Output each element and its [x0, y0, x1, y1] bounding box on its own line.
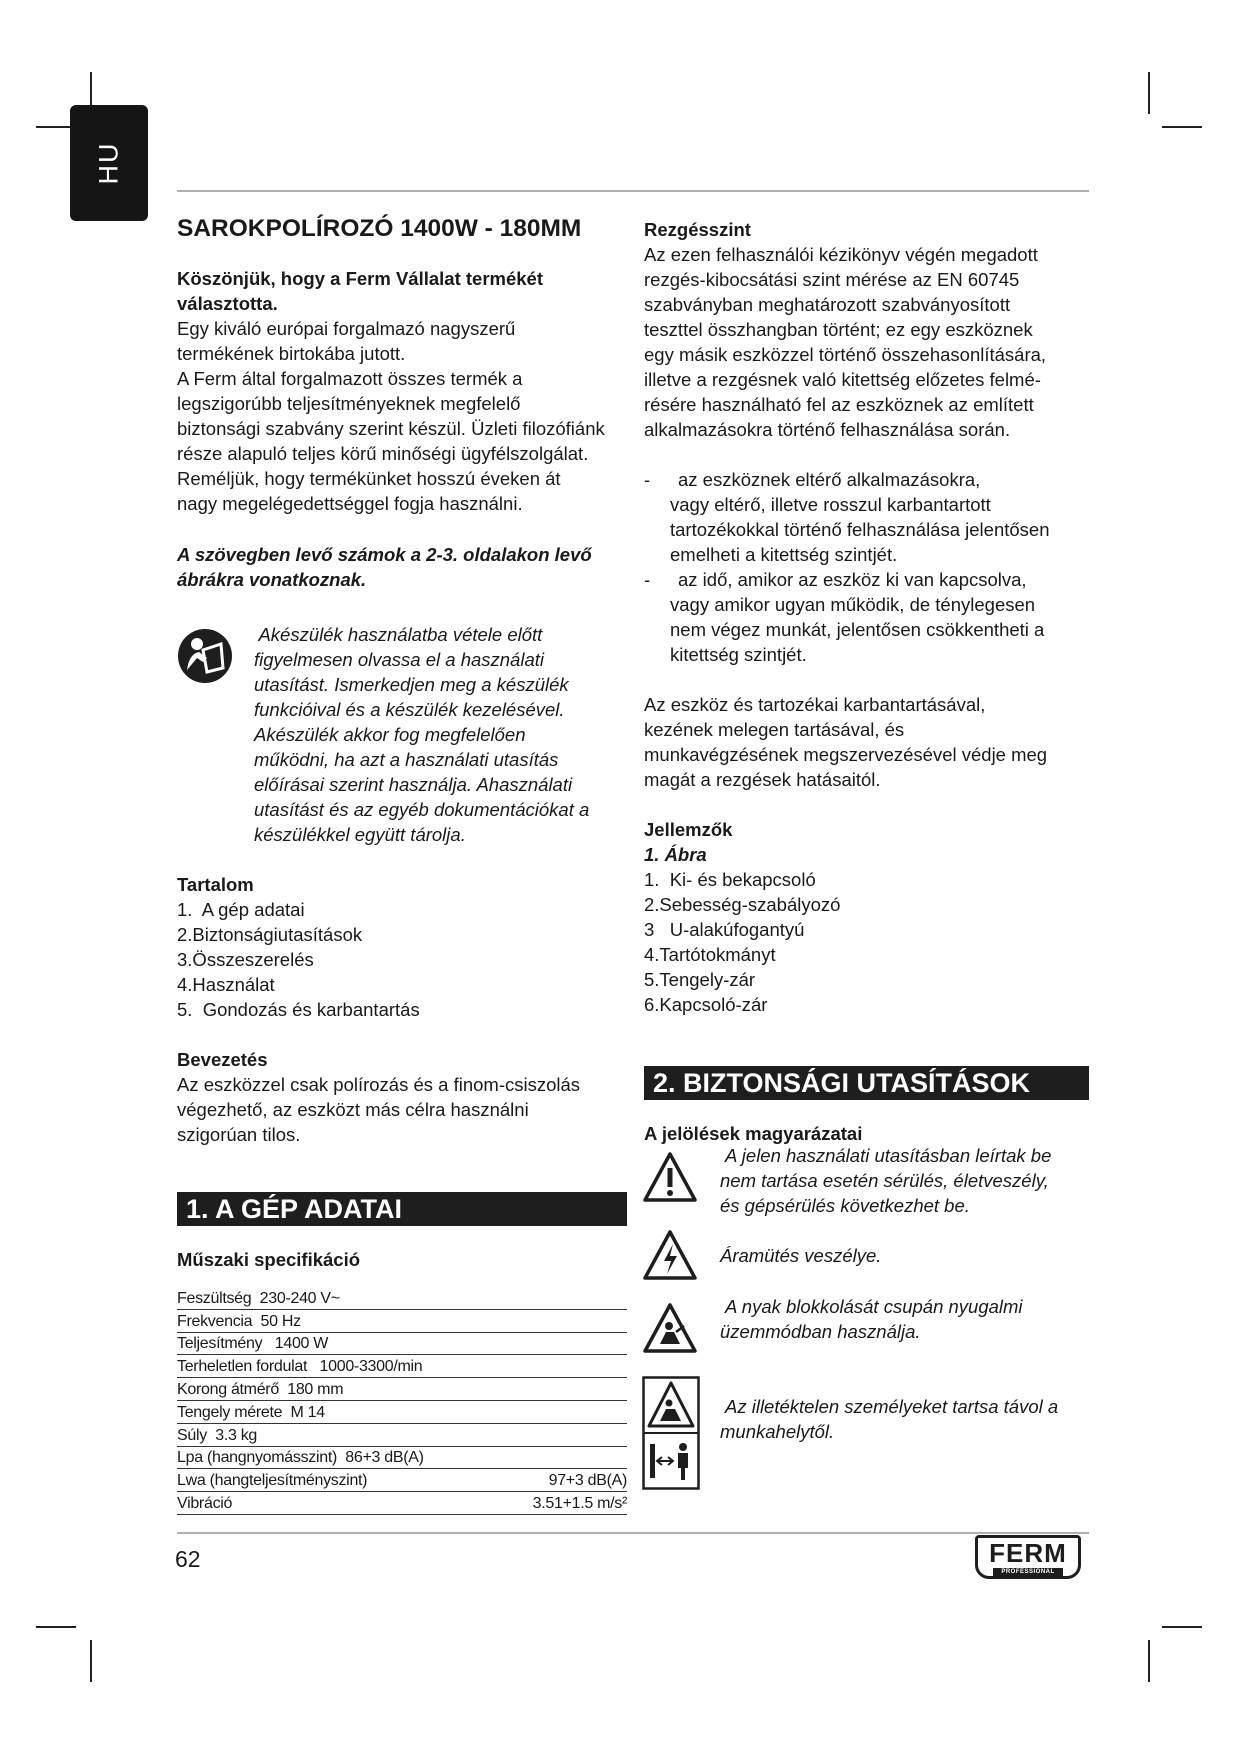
spec-row — [177, 1378, 627, 1401]
spec-row — [177, 1355, 627, 1378]
vibration-line: teszttel összhangban történt; ez egy eszköznek — [644, 319, 1033, 340]
bullet-line: kitettség szintjét. — [670, 644, 807, 665]
protect-line: kezének melegen tartásával, és — [644, 719, 905, 740]
feature-item: 4.Tartótokmányt — [644, 944, 776, 965]
spec-row — [177, 1333, 627, 1356]
manual-note-line: Akészülék használatba vétele előtt — [254, 624, 543, 645]
crop-mark — [1148, 72, 1150, 114]
introduction-line: végezhető, az eszközt más célra használni — [177, 1099, 529, 1120]
crop-mark — [1162, 126, 1202, 128]
vibration-line: rezgés-kibocsátási szint mérése az EN 60745 — [644, 269, 1020, 290]
intro-line: legszigorúbb teljesítményeknek megfelelő — [177, 393, 521, 414]
feature-item: 2.Sebesség-szabályozó — [644, 894, 841, 915]
bullet-line: vagy eltérő, illetve rosszul karbantartott — [670, 494, 991, 515]
spec-row — [177, 1310, 627, 1333]
ferm-logo — [975, 1535, 1085, 1585]
page-title: SAROKPOLÍROZÓ 1400W - 180MM — [177, 215, 582, 242]
feature-item: 5.Tengely-zár — [644, 969, 756, 990]
introduction-line: szigorúan tilos. — [177, 1124, 301, 1145]
figures-note: A szövegben levő számok a 2-3. oldalakon levő — [177, 544, 592, 565]
manual-note-line: utasítást és az egyéb dokumentációkat a — [254, 799, 590, 820]
manual-note-line: Akészülék akkor fog megfelelően — [254, 724, 526, 745]
figure-label: 1. Ábra — [644, 844, 707, 865]
spec-heading-block — [177, 1247, 627, 1272]
spec-value: 97+3 dB(A) — [548, 1472, 627, 1490]
spec-label: Tengely mérete M 14 — [177, 1403, 325, 1421]
symbol-description-line: A jelen használati utasításban leírtak be — [725, 1145, 1052, 1166]
contents-heading: Tartalom — [177, 874, 254, 895]
intro-line: része alapuló teljes körű minőségi ügyfélszolgálat. — [177, 443, 589, 464]
spec-label: Lpa (hangnyomásszint) 86+3 dB(A) — [177, 1449, 424, 1467]
spec-row — [177, 1447, 627, 1470]
vibration-heading: Rezgésszint — [644, 219, 751, 240]
vibration-line: résére használható fel az eszköznek az említett — [644, 394, 1034, 415]
bullet-mark: - — [644, 469, 651, 490]
symbol-description — [720, 1143, 1100, 1218]
introduction-heading: Bevezetés — [177, 1049, 268, 1070]
manual-note-line: készülékkel együtt tárolja. — [254, 824, 466, 845]
bullet-line: nem végez munkát, jelentősen csökkentheti a — [670, 619, 1045, 640]
spec-heading: Műszaki specifikáció — [177, 1249, 361, 1270]
symbol-description — [720, 1394, 1100, 1444]
keep-bystanders-away-icon — [642, 1376, 700, 1490]
protect-line: magát a rezgések hatásaitól. — [644, 769, 881, 790]
crop-mark — [1148, 1640, 1150, 1682]
left-column — [177, 214, 637, 592]
bullet-line: vagy amikor ugyan működik, de ténylegesen — [670, 594, 1036, 615]
crop-mark — [1162, 1626, 1202, 1628]
bullet-line: az idő, amikor az eszköz ki van kapcsolva, — [678, 569, 1027, 590]
contents-item: 5. Gondozás és karbantartás — [177, 999, 420, 1020]
contents-item: 4.Használat — [177, 974, 275, 995]
intro-line: nagy megelégedettséggel fogja használni. — [177, 493, 523, 514]
symbol-description-line: A nyak blokkolását csupán nyugalmi — [725, 1296, 1023, 1317]
contents-block — [177, 872, 637, 1147]
feature-item: 3 U-alakúfogantyú — [644, 919, 805, 940]
intro-line: A Ferm által forgalmazott összes termék a — [177, 368, 523, 389]
language-tab — [70, 105, 148, 221]
bullet-line: emelheti a kitettség szintjét. — [670, 544, 898, 565]
read-manual-icon — [177, 628, 233, 684]
spec-label: Vibráció — [177, 1494, 233, 1512]
spec-row — [177, 1287, 627, 1310]
bullet-mark: - — [644, 569, 651, 590]
vibration-line: egy másik eszközzel történő összehasonlítására, — [644, 344, 1047, 365]
intro-line: termékének birtokába jutott. — [177, 343, 406, 364]
vibration-line: alkalmazásokra történő felhasználása során. — [644, 419, 1011, 440]
electric-shock-icon — [642, 1229, 698, 1281]
vibration-line: szabványban meghatározott szabványosított — [644, 294, 1011, 315]
page-number: 62 — [175, 1546, 201, 1572]
spec-label: Teljesítmény 1400 W — [177, 1335, 329, 1353]
bullet-item — [644, 467, 1094, 567]
spec-label: Frekvencia 50 Hz — [177, 1312, 301, 1330]
symbol-description-line: Áramütés veszélye. — [720, 1245, 882, 1266]
symbol-description — [720, 1294, 1100, 1344]
vibration-line: illetve a rezgésnek való kitettség előzetes felmé- — [644, 369, 1041, 390]
section-heading-safety: 2. BIZTONSÁGI UTASÍTÁSOK — [644, 1066, 1089, 1100]
symbol-description — [720, 1243, 1100, 1268]
section-heading-machine-data: 1. A GÉP ADATAI — [177, 1192, 627, 1226]
feature-item: 1. Ki- és bekapcsoló — [644, 869, 816, 890]
spec-table — [177, 1287, 627, 1515]
crop-mark — [90, 1640, 92, 1682]
contents-item: 2.Biztonságiutasítások — [177, 924, 363, 945]
crop-mark — [36, 1626, 76, 1628]
bullet-line: tartozékokkal történő felhasználása jelentősen — [670, 519, 1050, 540]
symbol-description-line: nem tartása esetén sérülés, életveszély, — [720, 1170, 1049, 1191]
protect-line: munkavégzésének megszervezésével védje meg — [644, 744, 1048, 765]
warning-triangle-icon — [642, 1151, 698, 1203]
spindle-lock-warning-icon — [642, 1302, 698, 1354]
spec-row — [177, 1492, 627, 1515]
manual-note-line: funkcióival és a készülék kezelésével. — [254, 699, 565, 720]
language-label: HU — [93, 141, 124, 185]
manual-note-line: utasítást. Ismerkedjen meg a készülék — [254, 674, 569, 695]
spec-row — [177, 1424, 627, 1447]
intro-line: Reméljük, hogy termékünket hosszú éveken át — [177, 468, 561, 489]
feature-item: 6.Kapcsoló-zár — [644, 994, 768, 1015]
introduction-line: Az eszközzel csak polírozás és a finom-csiszolás — [177, 1074, 581, 1095]
spec-row — [177, 1469, 627, 1492]
ferm-logo-text: FERM — [989, 1538, 1067, 1568]
footer-rule — [177, 1532, 1089, 1534]
header-rule — [177, 190, 1089, 192]
spec-label: Terheletlen fordulat 1000-3300/min — [177, 1358, 423, 1376]
manual-note-line: működni, ha azt a használati utasítás — [254, 749, 559, 770]
figures-note: ábrákra vonatkoznak. — [177, 569, 367, 590]
contents-item: 3.Összeszerelés — [177, 949, 314, 970]
symbol-description-line: üzemmódban használja. — [720, 1321, 921, 1342]
spec-label: Feszültség 230-240 V~ — [177, 1289, 340, 1307]
manual-note-line: előírásai szerint használja. Ahasználati — [254, 774, 573, 795]
spec-label: Lwa (hangteljesítményszint) — [177, 1472, 368, 1490]
spec-row — [177, 1401, 627, 1424]
symbol-description-line: Az illetéktelen személyeket tartsa távol a — [725, 1396, 1059, 1417]
bullet-line: az eszköznek eltérő alkalmazásokra, — [678, 469, 981, 490]
thanks-heading: Köszönjük, hogy a Ferm Vállalat termékét — [177, 268, 543, 289]
symbol-description-line: munkahelytől. — [720, 1421, 835, 1442]
bullet-item — [644, 567, 1094, 667]
vibration-line: Az ezen felhasználói kézikönyv végén megadott — [644, 244, 1038, 265]
spec-label: Súly 3.3 kg — [177, 1426, 258, 1444]
contents-item: 1. A gép adatai — [177, 899, 305, 920]
manual-note — [254, 622, 639, 847]
symbols-heading: A jelölések magyarázatai — [644, 1123, 863, 1144]
features-heading: Jellemzők — [644, 819, 733, 840]
protect-line: Az eszköz és tartozékai karbantartásával, — [644, 694, 986, 715]
right-column — [644, 217, 1094, 1017]
spec-label: Korong átmérő 180 mm — [177, 1380, 344, 1398]
spec-value: 3.51+1.5 m/s² — [532, 1494, 627, 1512]
manual-note-line: figyelmesen olvassa el a használati — [254, 649, 544, 670]
intro-line: biztonsági szabvány szerint készül. Üzleti filozófiánk — [177, 418, 605, 439]
intro-line: Egy kiváló európai forgalmazó nagyszerű — [177, 318, 516, 339]
ferm-logo-sub: PROFESSIONAL — [993, 1568, 1063, 1577]
symbol-description-line: és gépsérülés következhet be. — [720, 1195, 970, 1216]
thanks-heading: választotta. — [177, 293, 278, 314]
